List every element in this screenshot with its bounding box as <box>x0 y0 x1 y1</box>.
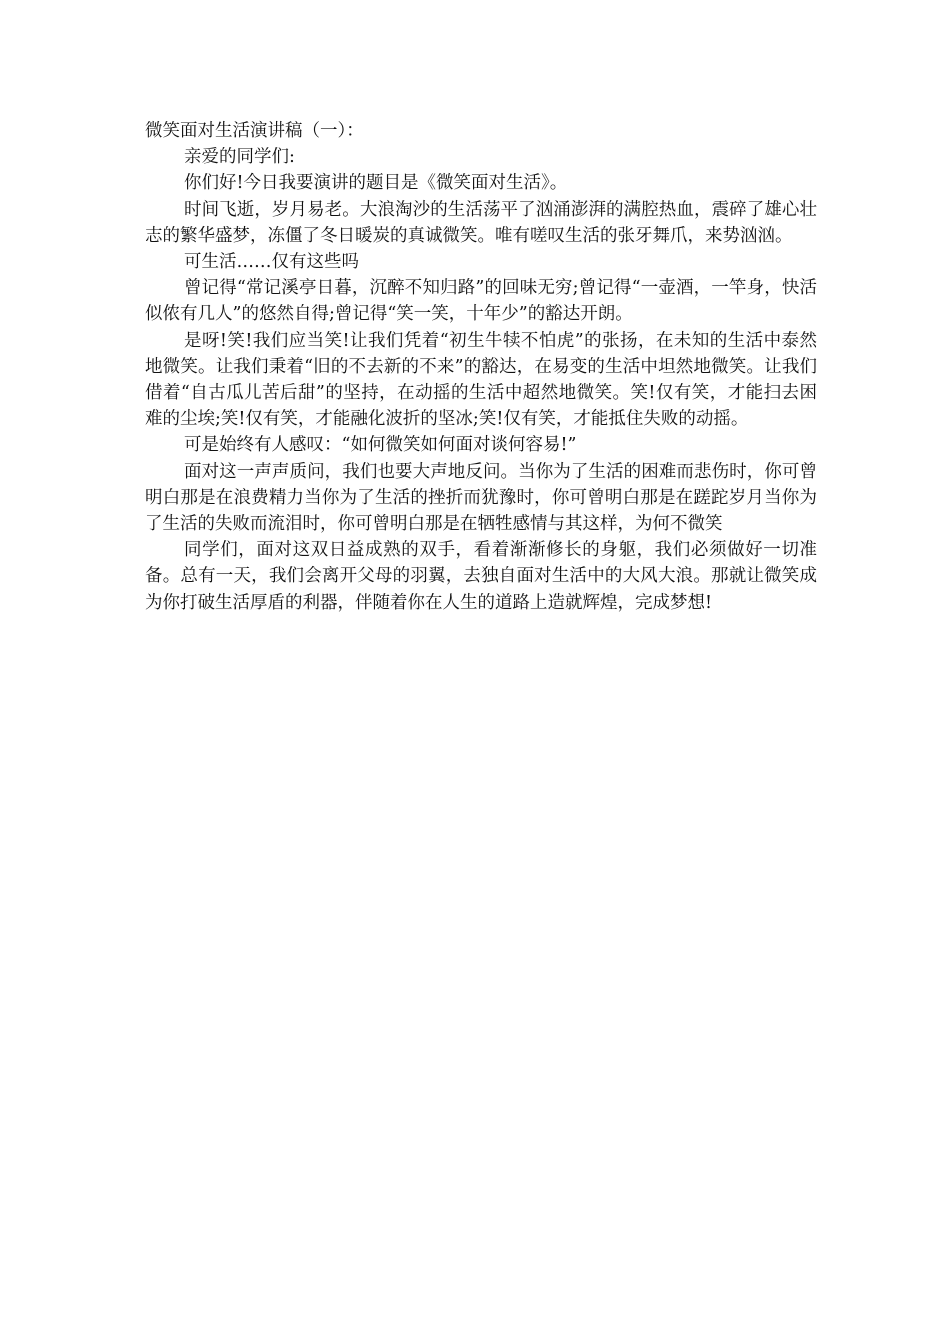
paragraph-question: 可生活……仅有这些吗 <box>184 252 359 273</box>
paragraph-intro: 你们好!今日我要演讲的题目是《微笑面对生活》。 <box>184 173 568 194</box>
paragraph-we-should-smile: 是呀!笑!我们应当笑!让我们凭着“初生牛犊不怕虎”的张扬，在未知的生活中泰然地微笑。让我们秉着“旧的不去新的不来”的豁达，在易变的生活中坦然地微笑。让我们借着“自古瓜儿苦后甜”的坚持，在动摇的生活中超然地微笑。笑!仅有笑，才能扫去困难的尘埃;笑!仅有笑，才能融化波折的坚冰;笑!仅有笑，才能抵住失败的动摇。 <box>145 330 817 430</box>
paragraph-greeting: 亲爱的同学们: <box>184 147 295 168</box>
speech-title: 微笑面对生活演讲稿（一）： <box>145 121 364 141</box>
paragraph-memories: 曾记得“常记溪亭日暮，沉醉不知归路”的回味无穷;曾记得“一壶酒，一竿身，快活似侬有几人”的悠然自得;曾记得“笑一笑，十年少”的豁达开朗。 <box>145 278 817 325</box>
paragraph-rebuttal: 面对这一声声质问，我们也要大声地反问。当你为了生活的困难而悲伤时，你可曾明白那是在浪费精力当你为了生活的挫折而犹豫时，你可曾明白那是在蹉跎岁月当你为了生活的失败而流泪时，你可曾明白那是在牺牲感情与其这样，为何不微笑 <box>145 461 817 535</box>
paragraph-sigh: 可是始终有人感叹：“如何微笑如何面对谈何容易!” <box>184 435 577 456</box>
paragraph-time-flies: 时间飞逝，岁月易老。大浪淘沙的生活荡平了汹涌澎湃的满腔热血，震碎了雄心壮志的繁华盛梦，冻僵了冬日暖炭的真诚微笑。唯有嗟叹生活的张牙舞爪，来势汹汹。 <box>145 199 817 246</box>
speech-body <box>145 118 817 616</box>
paragraph-conclusion: 同学们，面对这双日益成熟的双手，看着渐渐修长的身躯，我们必须做好一切准备。总有一天，我们会离开父母的羽翼，去独自面对生活中的大风大浪。那就让微笑成为你打破生活厚盾的利器，伴随着你在人生的道路上造就辉煌，完成梦想! <box>145 540 817 613</box>
